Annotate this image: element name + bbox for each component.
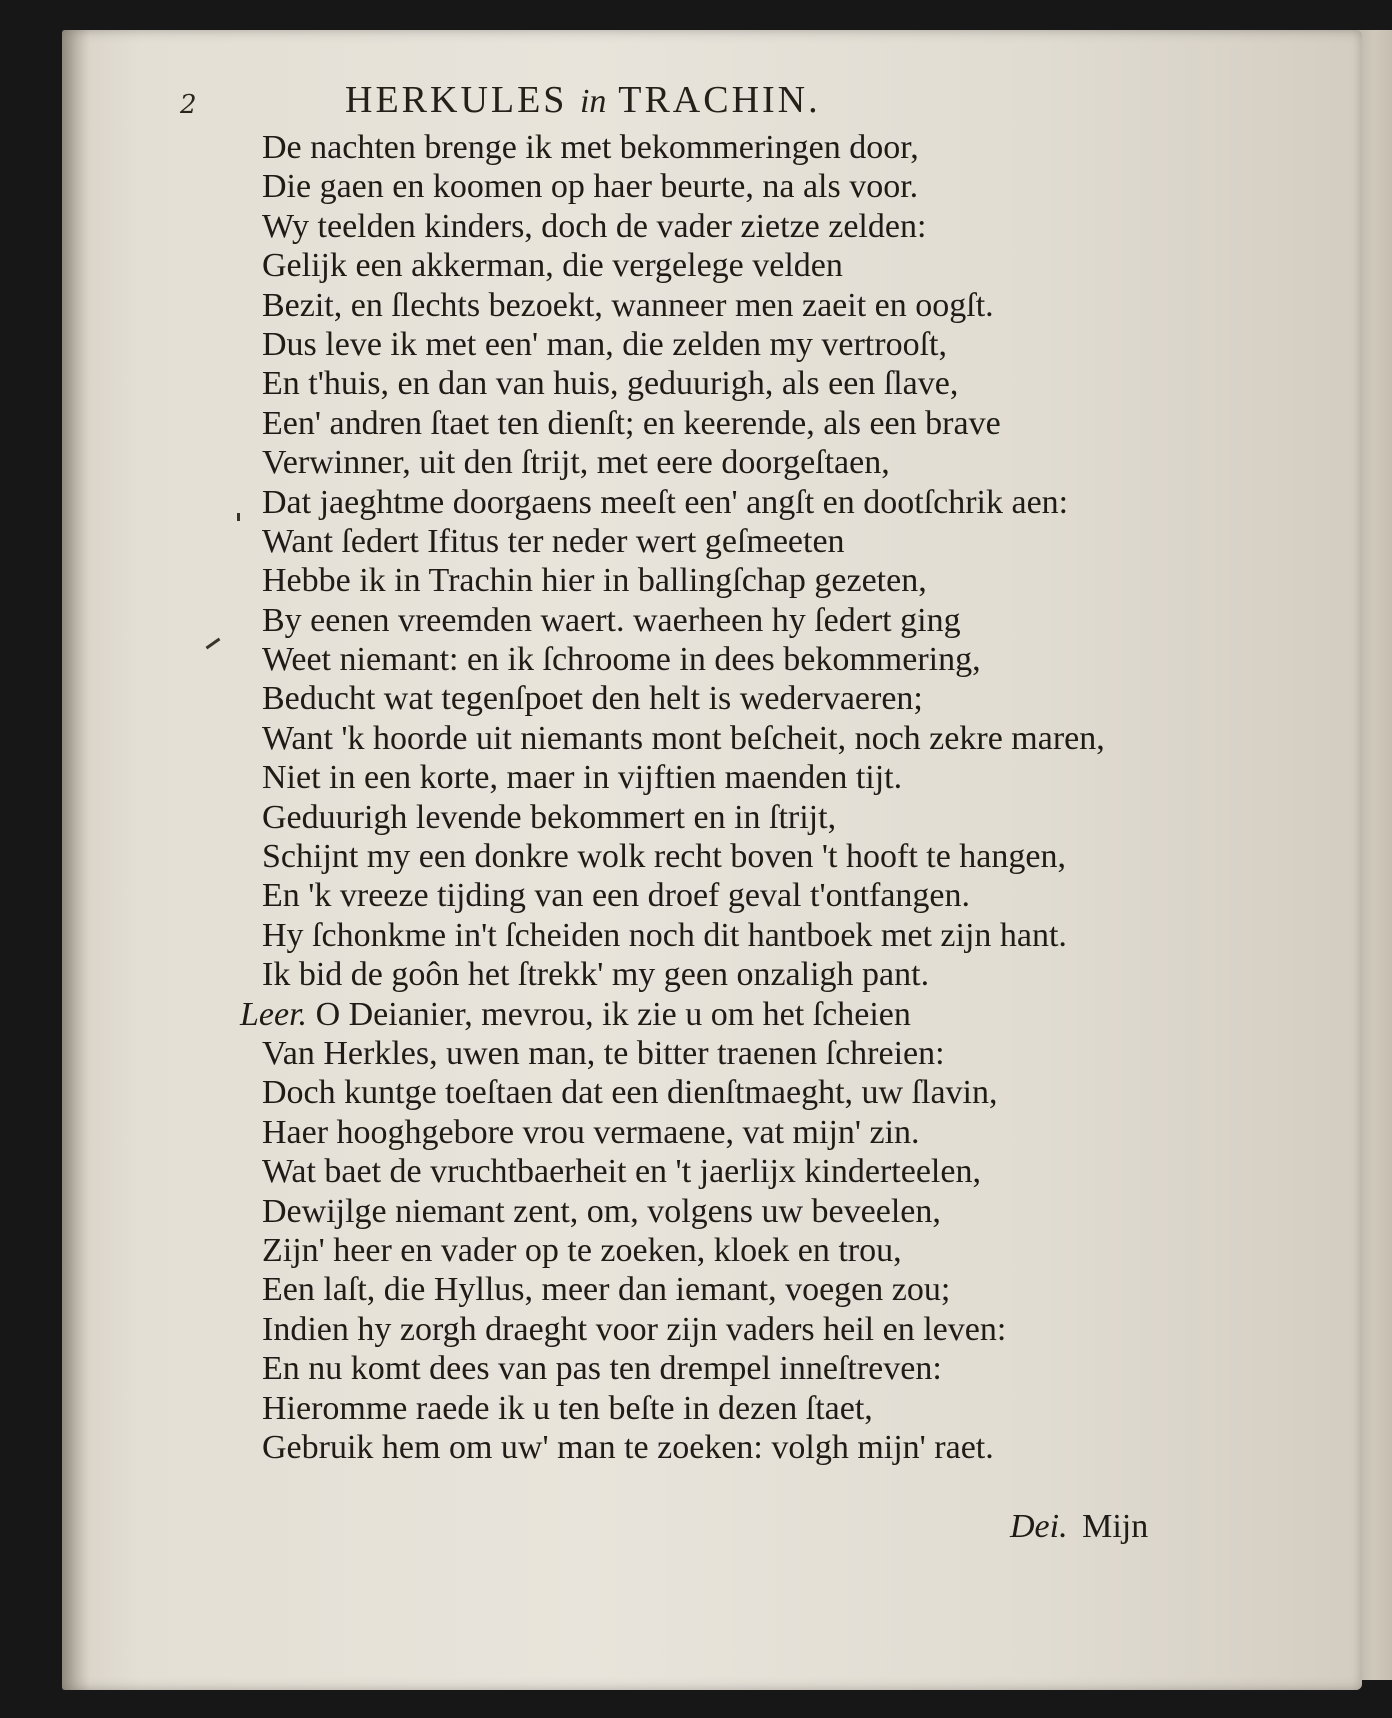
verse-line — [262, 167, 1262, 206]
verse-line-text: Bezit, en ſlechts bezoekt, wanneer men zaeit en oogſt. — [262, 286, 994, 324]
running-head-preposition: in — [579, 83, 607, 120]
verse-line — [262, 1073, 1262, 1112]
verse-line — [262, 443, 1262, 482]
verse-line-text: Schijnt my een donkre wolk recht boven 't hooft te hangen, — [262, 838, 1066, 876]
verse-line-text: Want ſedert Ifitus ter neder wert geſmeeten — [262, 522, 845, 560]
verse-line — [262, 916, 1262, 955]
verse-line-text: Hy ſchonkme in't ſcheiden noch dit hantboek met zijn hant. — [262, 916, 1067, 954]
verse-line-text: En nu komt dees van pas ten drempel inneſtreven: — [262, 1350, 942, 1388]
verse-line-text: Beducht wat tegenſpoet den helt is wedervaeren; — [262, 680, 923, 718]
verse-line-text: Dat jaeghtme doorgaens meeſt een' angſt en dootſchrik aen: — [262, 483, 1069, 521]
verse-line-text: Verwinner, uit den ſtrijt, met eere doorgeſtaen, — [262, 444, 890, 482]
verse-line — [262, 286, 1262, 325]
ink-mark — [237, 513, 240, 521]
verse-line — [262, 837, 1262, 876]
verse-line-text: Hieromme raede ik u ten beſte in dezen ſtaet, — [262, 1389, 873, 1427]
verse-line-text: Ik bid de goôn het ſtrekk' my geen onzaligh pant. — [262, 956, 930, 994]
page-number: 2 — [180, 90, 197, 120]
catchword-speaker: Dei. — [1010, 1508, 1068, 1545]
verse-line-text: Dus leve ik met een' man, die zelden my vertrooſt, — [262, 325, 947, 363]
verse-line-text: Doch kuntge toeſtaen dat een dienſtmaeght, uw ſlavin, — [262, 1074, 998, 1112]
verse-line — [262, 1113, 1262, 1152]
verse-line — [262, 207, 1262, 246]
verse-line-text: Gebruik hem om uw' man te zoeken: volgh mijn' raet. — [262, 1428, 994, 1466]
verse-line-text: En t'huis, en dan van huis, geduurigh, als een ſlave, — [262, 365, 959, 403]
verse-line — [262, 798, 1262, 837]
verse-line-text: Hebbe ik in Trachin hier in ballingſchap gezeten, — [262, 562, 927, 600]
verse-line-text: De nachten brenge ik met bekommeringen door, — [262, 129, 919, 166]
verse-line-text: O Deianier, mevrou, ik zie u om het ſcheien — [315, 995, 911, 1033]
verse-line — [262, 876, 1262, 915]
catchword-word: Mijn — [1082, 1508, 1149, 1545]
running-head-title: HERKULES — [345, 79, 568, 121]
verse-line-text: En 'k vreeze tijding van een droef geval t'ontfangen. — [262, 877, 971, 915]
running-head-place: TRACHIN. — [618, 79, 821, 121]
verse-line — [262, 404, 1262, 443]
verse-line-text: Gelijk een akkerman, die vergelege velden — [262, 247, 843, 285]
verse-line — [262, 601, 1262, 640]
verse-line — [262, 522, 1262, 561]
verse-line-text: By eenen vreemden waert. waerheen hy ſedert ging — [262, 601, 961, 639]
verse-line — [262, 1231, 1262, 1270]
verse-line — [262, 246, 1262, 285]
verse-line — [262, 364, 1262, 403]
speaker-label: Leer. — [240, 995, 308, 1033]
verse-line — [262, 640, 1262, 679]
verse-line — [262, 1389, 1262, 1428]
verse-line-text: Weet niemant: en ik ſchroome in dees bekommering, — [262, 641, 981, 679]
verse-line — [262, 1310, 1262, 1349]
verse-line-text: Die gaen en koomen op haer beurte, na als voor. — [262, 168, 919, 206]
verse-line-text: Niet in een korte, maer in vijftien maenden tijt. — [262, 759, 903, 797]
verse-line-text: Wy teelden kinders, doch de vader zietze zelden: — [262, 207, 927, 245]
verse-line — [262, 1270, 1262, 1309]
verse-line — [262, 128, 1262, 167]
verse-line — [262, 1349, 1262, 1388]
verse-line-text: Haer hooghgebore vrou vermaene, vat mijn' zin. — [262, 1113, 920, 1151]
verse-line-text: Van Herkles, uwen man, te bitter traenen ſchreien: — [262, 1034, 945, 1072]
verse-line — [262, 1192, 1262, 1231]
verse-line — [262, 1034, 1262, 1073]
verse-line — [240, 995, 1262, 1034]
verse-line — [262, 325, 1262, 364]
verse-line — [262, 719, 1262, 758]
verse-line — [262, 561, 1262, 600]
verse-line-text: Zijn' heer en vader op te zoeken, kloek en trou, — [262, 1231, 902, 1269]
verse-line-text: Indien hy zorgh draeght voor zijn vaders heil en leven: — [262, 1310, 1007, 1348]
verse-text — [240, 128, 1262, 1467]
verse-line — [262, 679, 1262, 718]
verse-line-text: Wat baet de vruchtbaerheit en 't jaerlijx kinderteelen, — [262, 1153, 981, 1191]
verse-line — [262, 955, 1262, 994]
verse-line-text: Geduurigh levende bekommert en in ſtrijt, — [262, 798, 837, 836]
catchword — [1010, 1508, 1148, 1546]
verse-line — [262, 1428, 1262, 1467]
verse-line-text: Want 'k hoorde uit niemants mont beſcheit, noch zekre maren, — [262, 719, 1105, 757]
verse-line-text: Dewijlge niemant zent, om, volgens uw beveelen, — [262, 1192, 941, 1230]
verse-line — [262, 758, 1262, 797]
verse-line — [262, 1152, 1262, 1191]
verse-line — [262, 483, 1262, 522]
running-head — [345, 78, 1145, 122]
verse-line-text: Een laſt, die Hyllus, meer dan iemant, voegen zou; — [262, 1271, 951, 1309]
gutter-shadow — [62, 30, 90, 1690]
verse-line-text: Een' andren ſtaet ten dienſt; en keerende, als een brave — [262, 404, 1001, 442]
